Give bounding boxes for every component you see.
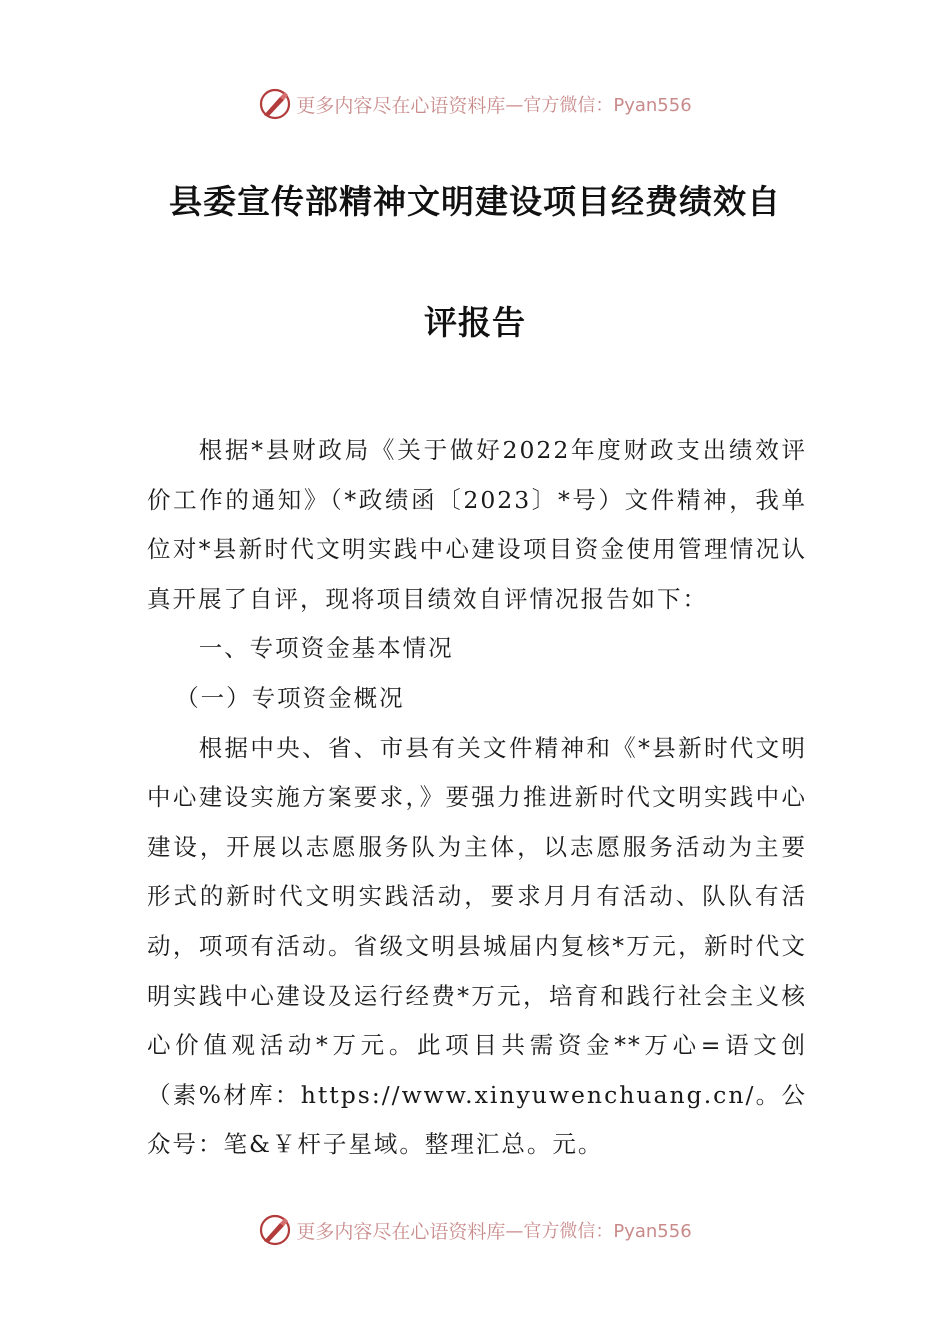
watermark-header <box>0 84 950 124</box>
watermark-brand: 更多内容尽在心语资料库 <box>296 1220 506 1243</box>
document-title-line2: 评报告 <box>424 303 526 342</box>
body-paragraph: 根据中央、省、市县有关文件精神和《*县新时代文明中心建设实施方案要求，》要强力推进新时代文明实践中心建设，开展以志愿服务队为主体，以志愿服务活动为主要形式的新时代文明实践活动，要求月月有活动、队队有活动，项项有活动。省级文明县城届内复核*万元，新时代文明实践中心建设及运行经费*万元，培育和践行社会主义核心价值观活动*万元。此项目共需资金**万心=语文创（素%材库：https://www.xinyuwenchuang.cn/。公众号：笔&￥杆子星域。整理汇总。元。 <box>147 733 807 1159</box>
watermark-contact: —官方微信：Pyan556 <box>505 1221 692 1242</box>
subsection-heading: （一）专项资金概况 <box>175 683 405 712</box>
pen-logo-icon <box>258 1213 292 1247</box>
watermark-brand: 更多内容尽在心语资料库 <box>296 94 506 117</box>
intro-paragraph: 根据*县财政局《关于做好2022年度财政支出绩效评价工作的通知》（*政绩函〔2023〕*号）文件精神，我单位对*县新时代文明实践中心建设项目资金使用管理情况认真开展了自评，现将项目绩效自评情况报告如下： <box>147 436 807 613</box>
watermark-footer <box>0 1210 950 1250</box>
section-heading: 一、专项资金基本情况 <box>198 634 454 663</box>
document-body <box>147 426 807 1170</box>
watermark-contact: —官方微信：Pyan556 <box>505 95 692 116</box>
pen-logo-icon <box>258 87 292 121</box>
document-title-line1: 县委宣传部精神文明建设项目经费绩效自 <box>169 182 781 221</box>
